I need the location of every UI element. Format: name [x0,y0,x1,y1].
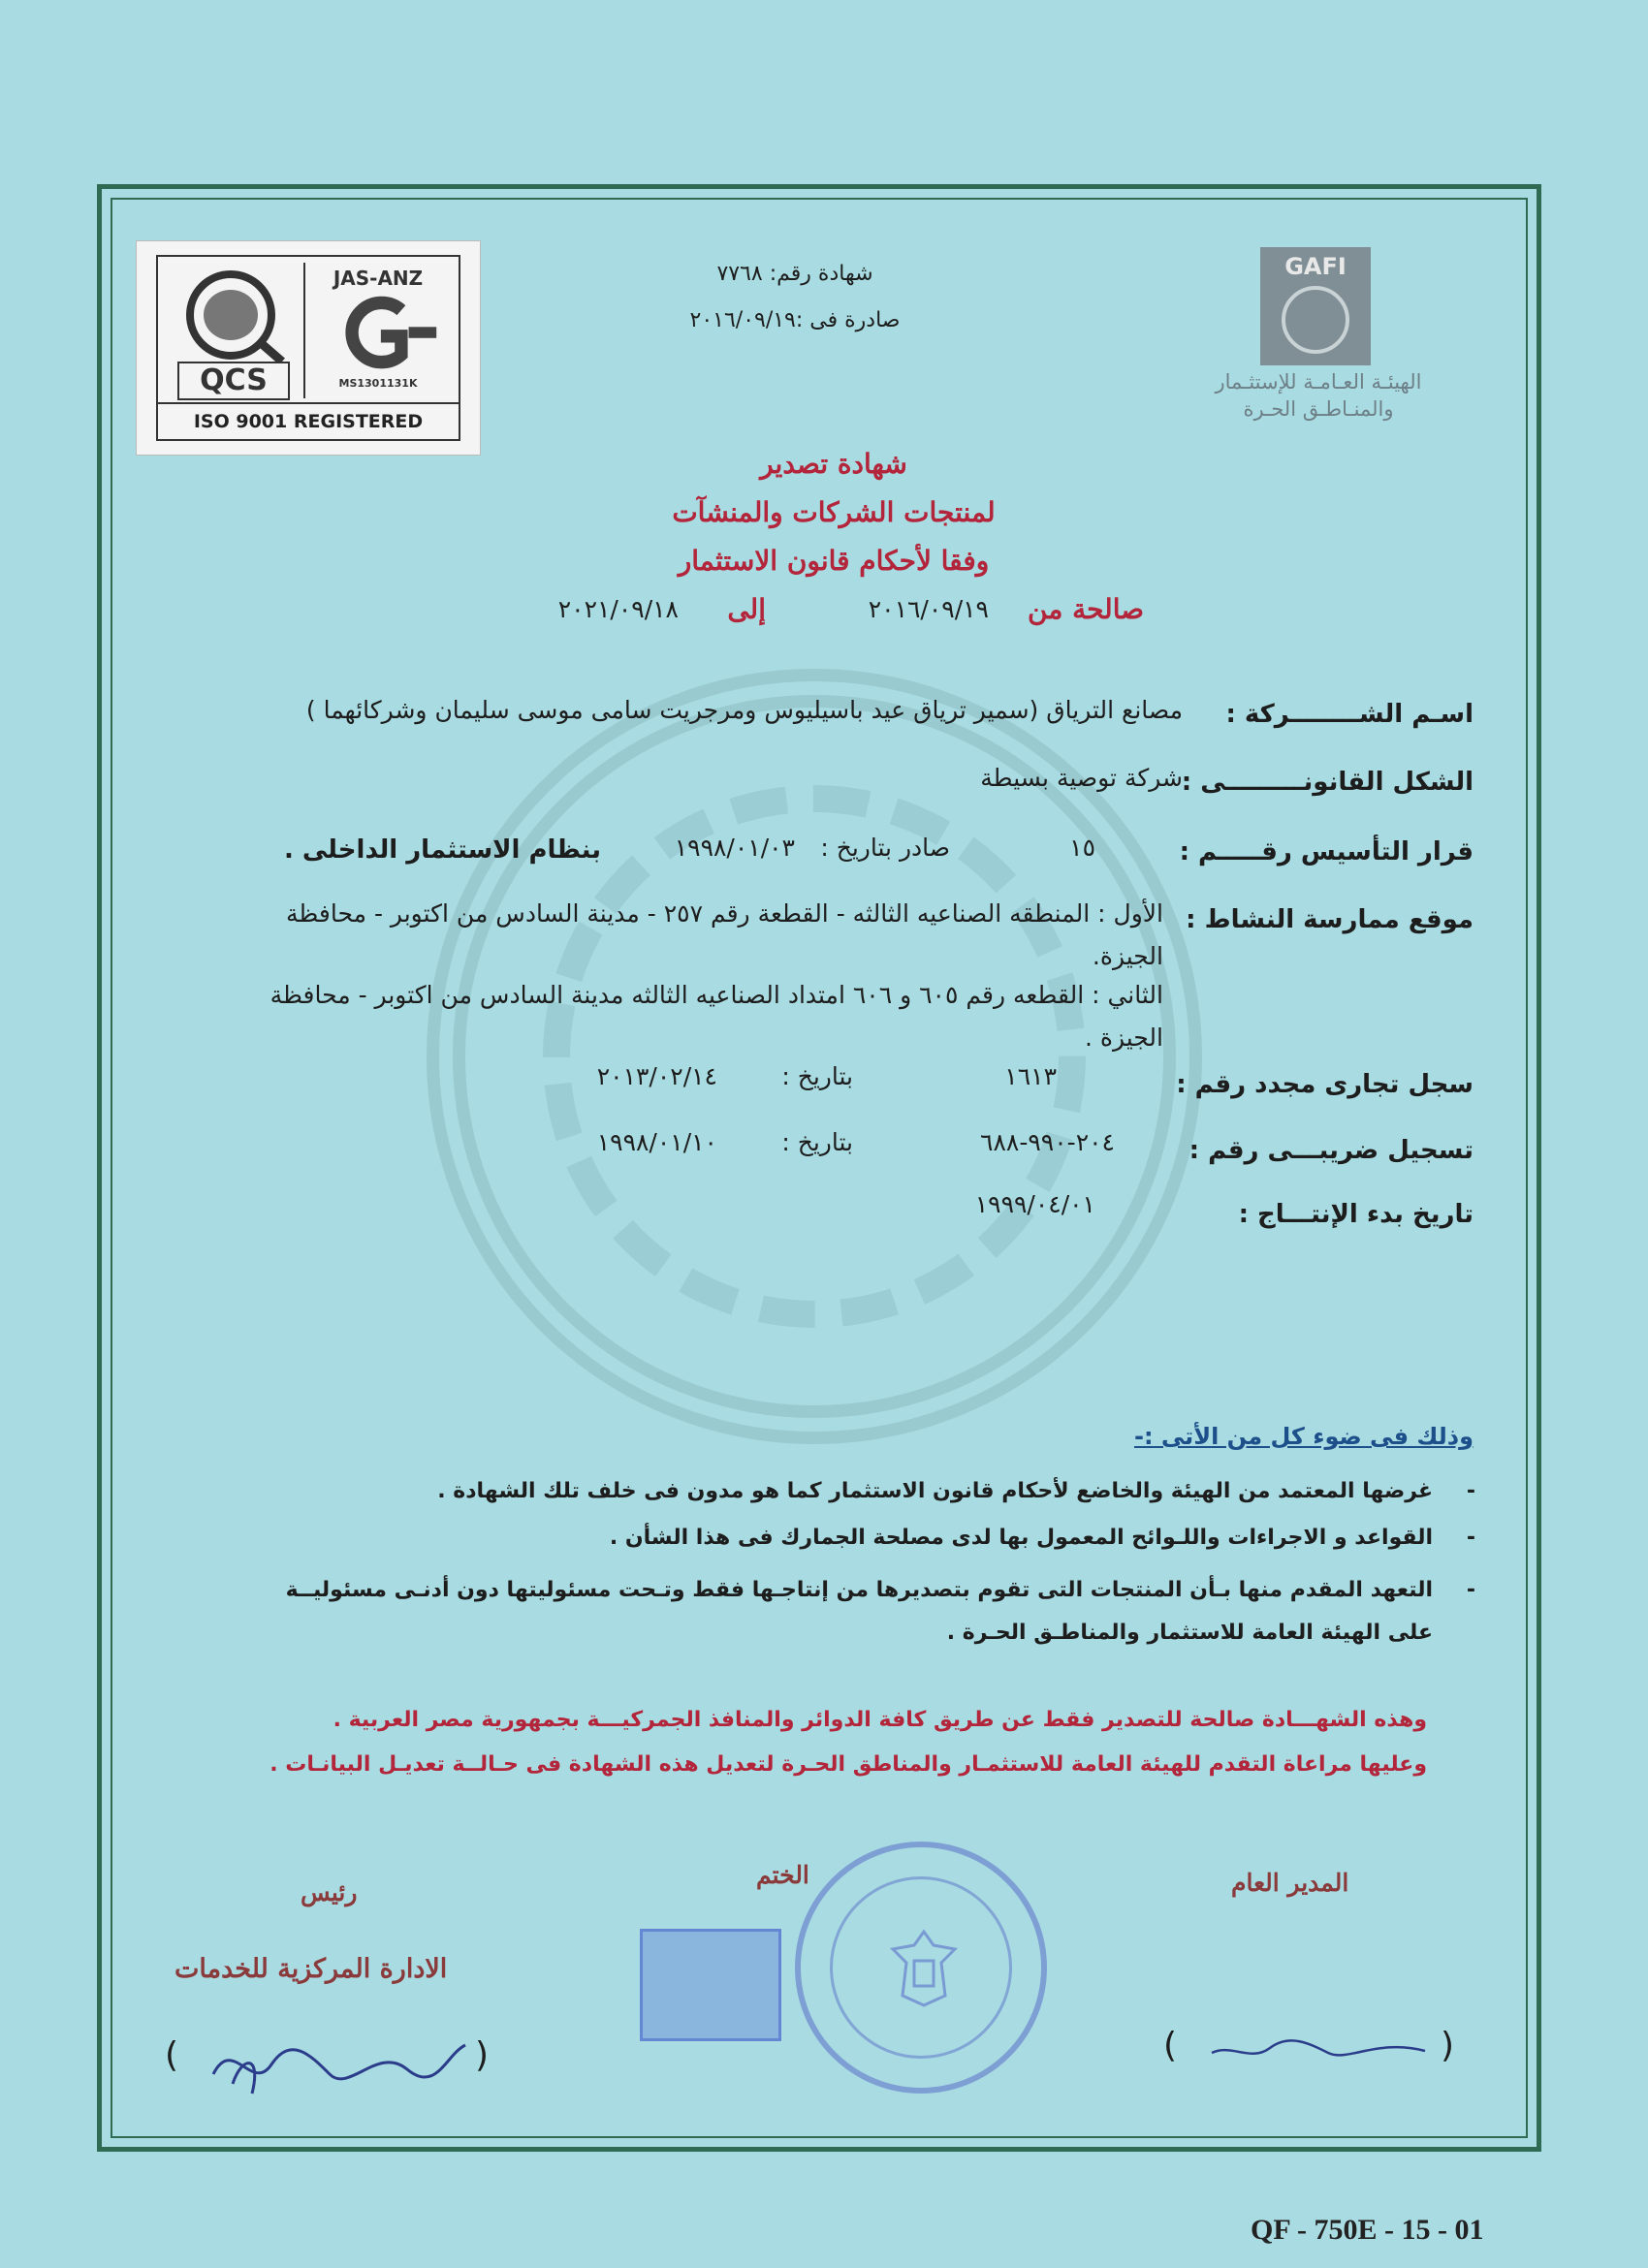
gafi-acronym: GAFI [1284,253,1347,280]
left-signature-close-paren: ) [475,2035,490,2075]
tax-registration-number: ٢٠٤-٩٩٠-٦٨٨ [980,1128,1115,1156]
legal-form-value: شركة توصية بسيطة [980,764,1183,792]
decree-date-label: صادر بتاريخ : [820,834,950,862]
legal-form-label: الشكل القانونـــــــــى : [1181,768,1474,797]
valid-to-label: إلى [727,593,766,625]
title-line1: شهادة تصدير [760,448,907,480]
validity-note-2: وعليها مراعاة التقدم للهيئة العامة للاستثمـار والمناطق الحـرة لتعديل هذه الشهادة فى حـالــة تعديـل البيانـات . [269,1752,1427,1777]
iso-logo [136,240,481,456]
conditions-heading: وذلك فى ضوء كل من الأتى :- [1133,1423,1474,1450]
activity-line2: الثاني : القطعه رقم ٦٠٥ و ٦٠٦ امتداد الصناعيه الثالثه مدينة السادس من اكتوبر - محافظة [269,981,1163,1009]
condition-item-1: غرضها المعتمد من الهيئة والخاضع لأحكام قانون الاستثمار كما هو مدون فى خلف تلك الشهادة . [437,1479,1433,1503]
head-signature-icon [194,2026,475,2103]
valid-to-date: ٢٠٢١/٠٩/١٨ [557,595,679,623]
commercial-register-label: سجل تجارى مجدد رقم : [1176,1070,1474,1099]
decree-system: بنظام الاستثمار الداخلى . [283,835,601,865]
production-start-label: تاريخ بدء الإنتـــاج : [1238,1200,1474,1229]
gafi-logo [1260,247,1371,365]
jas-anz-code: MS1301131K [338,377,418,390]
activity-line1: الأول : المنطقه الصناعيه الثالثه - القطعة رقم ٢٥٧ - مدينة السادس من اكتوبر - محافظة [286,899,1163,928]
condition-item-3a: التعهد المقدم منها بـأن المنتجات التى تقوم بتصديرها من إنتاجـها فقط وتـحت مسئوليتها دون أدنـى مسئوليــة [285,1578,1433,1602]
left-signature-open-paren: ( [165,2035,179,2075]
official-seal-icon [795,1842,1047,2094]
eagle-icon [887,1928,961,2009]
tax-registration-label: تسجيل ضريبـــى رقم : [1188,1136,1474,1165]
company-value: مصانع الترياق (سمير ترياق عيد باسيليوس ومرجريت سامى موسى سليمان وشركائهما ) [305,696,1183,724]
certificate-number: شهادة رقم: ٧٧٦٨ [716,262,873,286]
commercial-register-date-label: بتاريخ : [781,1062,853,1090]
tax-registration-date-label: بتاريخ : [781,1128,853,1156]
activity-line2b: الجيزة . [1084,1024,1163,1052]
gafi-name-line1: الهيئـة العـامـة للإستثـمار [1215,370,1422,394]
jas-anz-label: JAS-ANZ [333,267,424,290]
gafi-arabic-name [1202,368,1435,423]
head-department: الادارة المركزية للخدمات [174,1954,448,1984]
stamp-label: الختم [756,1861,809,1889]
right-signature-close-paren: ) [1441,2026,1455,2065]
valid-from-date: ٢٠١٦/٠٩/١٩ [868,595,989,623]
stamp-square-icon [640,1929,781,2041]
jas-anz-icon [305,292,451,375]
activity-label: موقع ممارسة النشاط : [1186,905,1474,934]
decree-date: ١٩٩٨/٠١/٠٣ [674,834,795,862]
production-start-date: ١٩٩٩/٠٤/٠١ [974,1190,1095,1218]
general-manager-title: المدير العام [1231,1869,1349,1897]
decree-label: قرار التأسيس رقـــــم : [1179,837,1474,866]
condition-bullet-3: - [1466,1578,1475,1602]
commercial-register-number: ١٦١٣ [1004,1062,1057,1090]
condition-item-3b: على الهيئة العامة للاستثمار والمناطـق الحـرة . [946,1621,1433,1645]
issue-date: صادرة فى :٢٠١٦/٠٩/١٩ [689,308,901,332]
gafi-emblem-icon [1282,286,1349,354]
form-code: QF - 750E - 15 - 01 [1251,2214,1484,2246]
gafi-name-line2: والمنـاطـق الحـرة [1243,397,1394,421]
condition-bullet-1: - [1466,1479,1475,1503]
commercial-register-date: ٢٠١٣/٠٢/١٤ [596,1062,717,1090]
qcs-globe-icon [168,267,294,363]
general-manager-signature-icon [1202,2024,1435,2072]
iso-registered-label: ISO 9001 REGISTERED [158,402,459,439]
validity-note-1: وهذه الشهـــادة صالحة للتصدير فقط عن طريق كافة الدوائر والمنافذ الجمركيـــة بجمهورية مصر العربية . [333,1708,1427,1732]
title-line2: لمنتجات الشركات والمنشآت [672,496,996,528]
tax-registration-date: ١٩٩٨/٠١/١٠ [596,1128,717,1156]
condition-item-2: القواعد و الاجراءات واللـوائح المعمول بها لدى مصلحة الجمارك فى هذا الشأن . [609,1526,1433,1550]
condition-bullet-2: - [1466,1526,1475,1550]
company-label: اسـم الشــــــــركة : [1225,700,1474,729]
valid-from-label: صالحة من [1028,593,1144,625]
qcs-label: QCS [177,362,290,400]
right-signature-open-paren: ( [1163,2026,1178,2065]
watermark-emblem-inner [543,785,1086,1328]
validity-line [485,593,1144,632]
activity-line1b: الجيزة. [1092,942,1163,970]
title-line3: وفقا لأحكام قانون الاستثمار [678,545,990,577]
head-title: رئيس [301,1878,358,1906]
decree-number: ١٥ [1069,834,1095,862]
